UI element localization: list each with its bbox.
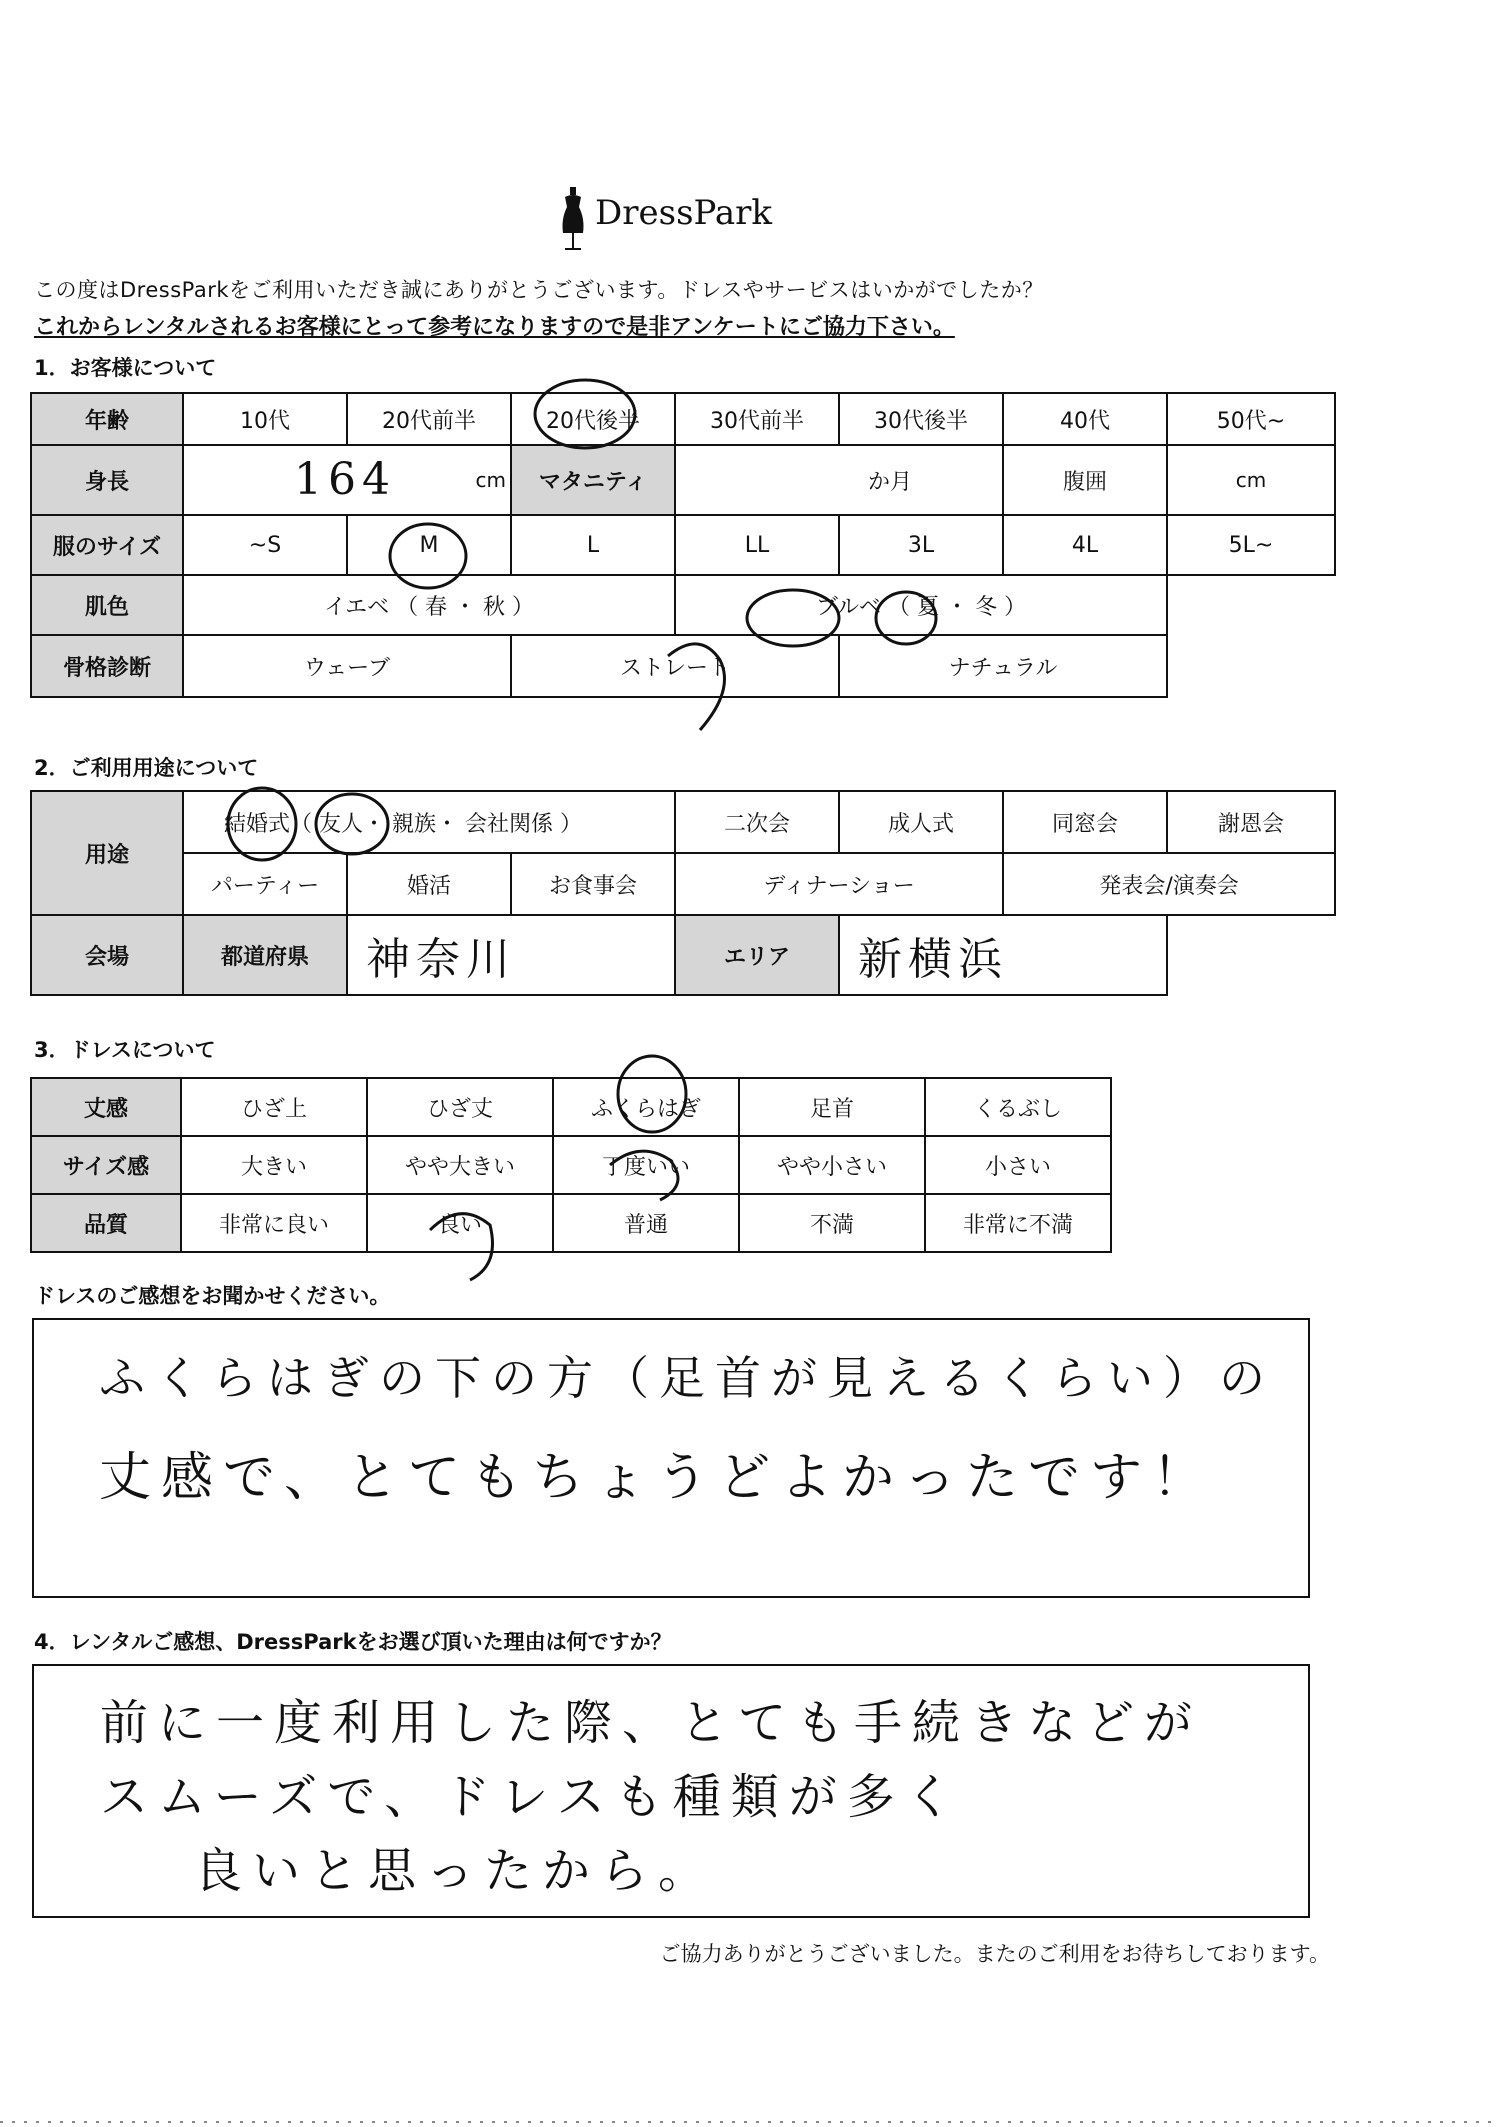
skeleton-option[interactable]: ウェーブ: [183, 635, 511, 697]
length-option-selected[interactable]: ふくらはぎ: [553, 1078, 739, 1136]
length-option[interactable]: ひざ丈: [367, 1078, 553, 1136]
section-4-title: 4．レンタルご感想、DressParkをお選び頂いた理由は何ですか？: [34, 1630, 672, 1654]
purpose-option[interactable]: ディナーショー: [675, 853, 1003, 915]
dress-comment-box[interactable]: [32, 1318, 1310, 1598]
waist-label: 腹囲: [1003, 445, 1167, 515]
age-row: [31, 393, 1335, 445]
dress-comment-prompt: ドレスのご感想をお聞かせください。: [34, 1284, 391, 1308]
maternity-label: マタニティ: [511, 445, 675, 515]
dress-comment-line: ふくらはぎの下の方（足首が見えるくらい）の: [99, 1351, 1275, 1405]
purpose-option[interactable]: お食事会: [511, 853, 675, 915]
quality-label: 品質: [31, 1194, 181, 1252]
wedding-label: 結婚式: [224, 811, 291, 837]
guest-company: 会社関係: [465, 811, 554, 837]
quality-option[interactable]: 不満: [739, 1194, 925, 1252]
quality-option[interactable]: 普通: [553, 1194, 739, 1252]
waist-unit: cm: [1235, 467, 1267, 492]
size-option[interactable]: ~S: [183, 515, 347, 575]
purpose-option[interactable]: パーティー: [183, 853, 347, 915]
reason-answer-box[interactable]: [32, 1664, 1310, 1918]
blue-base-winter: 冬: [975, 594, 998, 620]
age-label: 年齢: [31, 393, 183, 445]
age-option[interactable]: 20代前半: [347, 393, 511, 445]
area-field[interactable]: [839, 915, 1167, 995]
fit-label: サイズ感: [31, 1136, 181, 1194]
blue-base-summer: 夏: [917, 594, 940, 620]
brand-logo: [555, 185, 795, 255]
maternity-months-field[interactable]: [675, 445, 1003, 515]
height-unit: cm: [475, 468, 506, 492]
reason-line: 前に一度利用した際、とても手続きなどが: [100, 1695, 1203, 1751]
skeleton-label: 骨格診断: [31, 635, 183, 697]
section-1-title: 1．お客様について: [34, 356, 217, 380]
dress-form-icon: [555, 185, 591, 255]
size-option[interactable]: 4L: [1003, 515, 1167, 575]
length-label: 丈感: [31, 1078, 181, 1136]
prefecture-field[interactable]: [347, 915, 675, 995]
skeleton-option-selected[interactable]: ストレート: [511, 635, 839, 697]
guest-friend: 友人: [319, 811, 364, 837]
purpose-option[interactable]: 成人式: [839, 791, 1003, 853]
venue-label: 会場: [31, 915, 183, 995]
area-label: エリア: [675, 915, 839, 995]
size-option[interactable]: 5L~: [1167, 515, 1335, 575]
age-option[interactable]: 40代: [1003, 393, 1167, 445]
quality-option-selected[interactable]: 良い: [367, 1194, 553, 1252]
dress-comment-line: 丈感で、とてもちょうどよかったです！: [99, 1448, 1214, 1508]
wedding-option[interactable]: 結婚式（ 友人・ 親族・ 会社関係 ）: [183, 791, 675, 853]
reason-line: 良いと思ったから。: [194, 1843, 717, 1899]
dress-table: [30, 1077, 1112, 1253]
guest-relative: 親族: [392, 811, 437, 837]
length-option[interactable]: くるぶし: [925, 1078, 1111, 1136]
age-option[interactable]: 30代後半: [839, 393, 1003, 445]
closing-thanks: ご協力ありがとうございました。またのご利用をお待ちしております。: [659, 1942, 1330, 1966]
yellow-base-option[interactable]: イエベ （ 春 ・ 秋 ）: [183, 575, 675, 635]
length-option[interactable]: 足首: [739, 1078, 925, 1136]
purpose-option[interactable]: 同窓会: [1003, 791, 1167, 853]
skeleton-option[interactable]: ナチュラル: [839, 635, 1167, 697]
fit-option[interactable]: 大きい: [181, 1136, 367, 1194]
purpose-option[interactable]: 発表会/演奏会: [1003, 853, 1335, 915]
size-option-selected[interactable]: M: [347, 515, 511, 575]
length-option[interactable]: ひざ上: [181, 1078, 367, 1136]
purpose-option[interactable]: 謝恩会: [1167, 791, 1335, 853]
fit-option[interactable]: 小さい: [925, 1136, 1111, 1194]
blue-base-option[interactable]: ブルベ （ 夏 ・ 冬 ）: [675, 575, 1167, 635]
prefecture-label: 都道府県: [183, 915, 347, 995]
age-option-selected[interactable]: 20代後半: [511, 393, 675, 445]
skeleton-row: [31, 635, 1335, 697]
customer-table: [30, 392, 1336, 698]
reason-line: スムーズで、ドレスも種類が多く: [100, 1769, 963, 1825]
size-row: [31, 515, 1335, 575]
intro-line-2: これからレンタルされるお客様にとって参考になりますので是非アンケートにご協力下さい。: [34, 315, 955, 340]
usage-table: [30, 790, 1336, 996]
skin-label: 肌色: [31, 575, 183, 635]
age-option[interactable]: 30代前半: [675, 393, 839, 445]
section-2-title: 2．ご利用用途について: [34, 756, 259, 780]
fit-option-selected[interactable]: 丁度いい: [553, 1136, 739, 1194]
height-row: [31, 445, 1335, 515]
height-field[interactable]: [183, 445, 511, 515]
fit-option[interactable]: やや小さい: [739, 1136, 925, 1194]
section-3-title: 3．ドレスについて: [34, 1038, 216, 1062]
fit-option[interactable]: やや大きい: [367, 1136, 553, 1194]
age-option[interactable]: 10代: [183, 393, 347, 445]
quality-option[interactable]: 非常に良い: [181, 1194, 367, 1252]
purpose-option[interactable]: 二次会: [675, 791, 839, 853]
skin-row: [31, 575, 1335, 635]
size-option[interactable]: L: [511, 515, 675, 575]
size-label: 服のサイズ: [31, 515, 183, 575]
area-value: 新横浜: [858, 934, 1009, 985]
purpose-label: 用途: [31, 791, 183, 915]
age-option[interactable]: 50代~: [1167, 393, 1335, 445]
size-option[interactable]: LL: [675, 515, 839, 575]
blue-base-label: ブルベ: [815, 594, 882, 620]
months-label: か月: [867, 469, 912, 495]
height-label: 身長: [31, 445, 183, 515]
height-value: 164: [294, 454, 396, 505]
prefecture-value: 神奈川: [366, 934, 516, 985]
brand-name: DressPark: [595, 193, 773, 233]
waist-field[interactable]: [1167, 445, 1335, 515]
purpose-option[interactable]: 婚活: [347, 853, 511, 915]
size-option[interactable]: 3L: [839, 515, 1003, 575]
intro-line-1: この度はDressParkをご利用いただき誠にありがとうございます。ドレスやサービスはいかがでしたか？: [34, 278, 1044, 302]
quality-option[interactable]: 非常に不満: [925, 1194, 1111, 1252]
